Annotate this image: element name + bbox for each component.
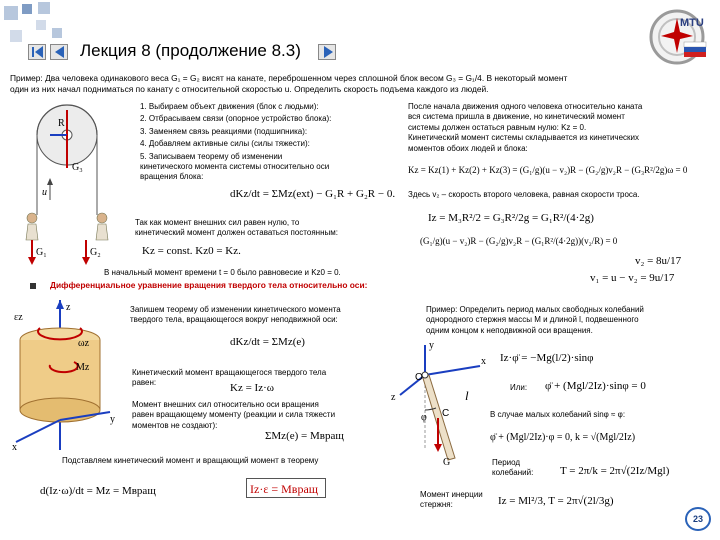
first-slide-button[interactable] bbox=[28, 44, 46, 60]
label-x2: x bbox=[481, 356, 486, 367]
logo-text: MTU bbox=[680, 17, 704, 29]
formula-Kw: Kz = Iz·ω bbox=[230, 382, 274, 394]
formula-pend1: Iz·φ̈ = −Mg(l/2)·sinφ bbox=[500, 352, 594, 364]
deco-square-5 bbox=[10, 30, 22, 42]
inertia-line1: Момент инерции bbox=[420, 490, 483, 499]
small-osc-text: В случае малых колебаний sinφ ≈ φ: bbox=[490, 410, 626, 419]
period-line1: Период bbox=[492, 458, 521, 467]
label-wz: ωz bbox=[78, 338, 90, 349]
formula-inertia: Iz = Ml²/3, T = 2π√(2l/3g) bbox=[498, 495, 614, 507]
period-line2: колебаний: bbox=[492, 468, 534, 478]
external-line1: Момент внешних сил относительно оси вращения bbox=[132, 400, 319, 409]
formula-v1-result: v₁ = u − v₂ = 9u/17 bbox=[590, 272, 675, 284]
inertia-label bbox=[420, 490, 483, 511]
label-z2: z bbox=[391, 392, 396, 403]
initial-text: В начальный момент времени t = 0 было равновесие и Kz0 = 0. bbox=[104, 268, 341, 277]
bullet-square-icon bbox=[30, 283, 36, 289]
pendulum-diagram bbox=[385, 340, 495, 470]
formula-dK: dKz/dt = ΣMz(ext) − G₁R + G₂R − 0. bbox=[230, 188, 396, 200]
label-O: O bbox=[415, 372, 423, 383]
label-Mz: Mz bbox=[76, 362, 90, 373]
kinetic-line2: равен: bbox=[132, 378, 157, 388]
formula-pend2: φ̈ + (Mgl/2Iz)·sinφ = 0 bbox=[545, 380, 646, 392]
right-column-text bbox=[408, 102, 713, 154]
formula-Iz-eq: Iz·ε = Mвращ bbox=[250, 482, 319, 496]
rotating-body-diagram bbox=[10, 300, 125, 455]
label-G3: G₃ bbox=[72, 162, 83, 173]
prev-icon bbox=[55, 46, 64, 58]
step-5b: кинетического момента системы относительно оси bbox=[140, 162, 330, 172]
formula-period: T = 2π/k = 2π√(2Iz/Mgl) bbox=[560, 465, 670, 477]
example1-line1: Пример: Два человека одинакового веса G₁ = G₂ висят на канате, переброшенном через сплошной блок весом G₃ = G₁/4. В некоторый момент bbox=[10, 73, 568, 83]
formula-v2-eq: (G₁/g)(u − v₂)R − (G₂/g)v₂R − (G₁R²/(4·2g))(v₂/R) = 0 bbox=[420, 236, 618, 246]
label-phi: φ bbox=[421, 412, 427, 423]
formula-dKt: dKz/dt = ΣMz(e) bbox=[230, 336, 305, 348]
formula-pend3: φ̈ + (Mgl/2Iz)·φ = 0, k = √(Mgl/2Iz) bbox=[490, 432, 636, 443]
inertia-line2: стержня: bbox=[420, 500, 453, 510]
step-3: 3. Заменяем связь реакциями (подшипника): bbox=[140, 126, 308, 136]
lecture-title: Лекция 8 (продолжение 8.3) bbox=[80, 41, 301, 60]
label-R: R bbox=[58, 118, 65, 129]
label-ez: εz bbox=[14, 312, 23, 323]
step-5c: вращения блока: bbox=[140, 172, 204, 182]
substitute-text: Подставляем кинетический момент и вращающий момент в теорему bbox=[62, 456, 319, 465]
const-line2: кинетический момент должен оставаться постоянным: bbox=[135, 228, 338, 238]
university-logo bbox=[644, 6, 710, 68]
rc-line2: вся система пришла в движение, но кинетический момент bbox=[408, 112, 625, 122]
label-G: G bbox=[443, 457, 451, 468]
example1-text bbox=[10, 73, 715, 95]
page-number-badge: 23 bbox=[685, 507, 711, 531]
example2-text bbox=[426, 305, 716, 336]
example2-line3: одним концом к неподвижной оси вращения. bbox=[426, 325, 593, 335]
step-4: 4. Добавляем активные силы (силы тяжести): bbox=[140, 139, 310, 149]
steps-list bbox=[140, 102, 400, 183]
theorem-line2: твердого тела, вращающегося вокруг неподвижной оси: bbox=[130, 315, 338, 325]
deco-square-1 bbox=[4, 6, 18, 20]
block-people-diagram bbox=[10, 100, 120, 270]
formula-v2-result: v₂ = 8u/17 bbox=[635, 255, 682, 267]
formula-Mvr: ΣMz(e) = Mвращ bbox=[265, 430, 344, 442]
label-u: u bbox=[42, 187, 47, 198]
external-text bbox=[132, 400, 402, 431]
period-label bbox=[492, 458, 533, 479]
section-title: Дифференциальное уравнение вращения твердого тела относительно оси: bbox=[50, 280, 368, 290]
const-line1: Так как момент внешних сил равен нулю, то bbox=[135, 218, 300, 227]
ili-label: Или: bbox=[510, 383, 528, 392]
bar-icon bbox=[32, 47, 34, 57]
rc-line5: моментов обоих людей и блока: bbox=[408, 143, 528, 153]
final-formula-box bbox=[246, 478, 326, 498]
external-line2: равен вращающему моменту (реакции и сила тяжести bbox=[132, 410, 336, 420]
deco-square-4 bbox=[36, 20, 46, 30]
next-slide-button[interactable] bbox=[318, 44, 336, 60]
external-line3: моментов не создают): bbox=[132, 420, 218, 430]
v2-note: Здесь v₂ – скорость второго человека, равная скорости троса. bbox=[408, 190, 640, 199]
deco-square-3 bbox=[38, 2, 50, 14]
theorem-line1: Запишем теорему об изменении кинетического момента bbox=[130, 305, 341, 314]
formula-final: d(Iz·ω)/dt = Mz = Mвращ bbox=[40, 485, 156, 497]
formula-Kconst: Kz = const. Kz0 = Kz. bbox=[142, 245, 241, 257]
label-z: z bbox=[66, 302, 71, 313]
label-G1: G₁ bbox=[36, 247, 47, 258]
kinetic-line1: Кинетический момент вращающегося твердого тела bbox=[132, 368, 327, 377]
label-y: y bbox=[110, 414, 115, 425]
label-y2: y bbox=[429, 340, 434, 351]
example1-line2: один из них начал подниматься по канату с относительной скоростью u. Определить скорость подъема каждого из людей. bbox=[10, 84, 489, 94]
theorem-text bbox=[130, 305, 390, 326]
formula-Iz: Iz = M₃R²/2 = G₃R²/2g = G₁R²/(4·2g) bbox=[428, 212, 594, 224]
step-1: 1. Выбираем объект движения (блок с людьми): bbox=[140, 102, 319, 111]
label-G2: G₂ bbox=[90, 247, 101, 258]
example2-line2: однородного стержня массы M и длиной l, подвешенного bbox=[426, 315, 639, 325]
rc-line1: После начала движения одного человека относительно каната bbox=[408, 102, 643, 111]
next-icon bbox=[324, 46, 333, 58]
label-l: l bbox=[465, 388, 469, 403]
const-text bbox=[135, 218, 405, 239]
example2-line1: Пример: Определить период малых свободных колебаний bbox=[426, 305, 644, 314]
step-5a: 5. Записываем теорему об изменении bbox=[140, 151, 283, 161]
rc-line3: системы должен остаться равным нулю: Kz = 0. bbox=[408, 122, 587, 132]
label-C: C bbox=[442, 408, 450, 419]
deco-square-6 bbox=[52, 28, 62, 38]
first-slide-icon bbox=[35, 46, 43, 58]
label-x: x bbox=[12, 442, 17, 453]
deco-square-2 bbox=[22, 4, 32, 14]
formula-Kz-sum: Kz = Kz(1) + Kz(2) + Kz(3) = (G₁/g)(u − v₂)R − (G₂/g)v₂R − (G₃R²/2g)ω = 0 bbox=[408, 165, 688, 175]
rc-line4: Кинетический момент системы складывается из кинетических bbox=[408, 133, 640, 143]
step-2: 2. Отбрасываем связи (опорное устройство блока): bbox=[140, 114, 332, 124]
prev-slide-button[interactable] bbox=[50, 44, 68, 60]
